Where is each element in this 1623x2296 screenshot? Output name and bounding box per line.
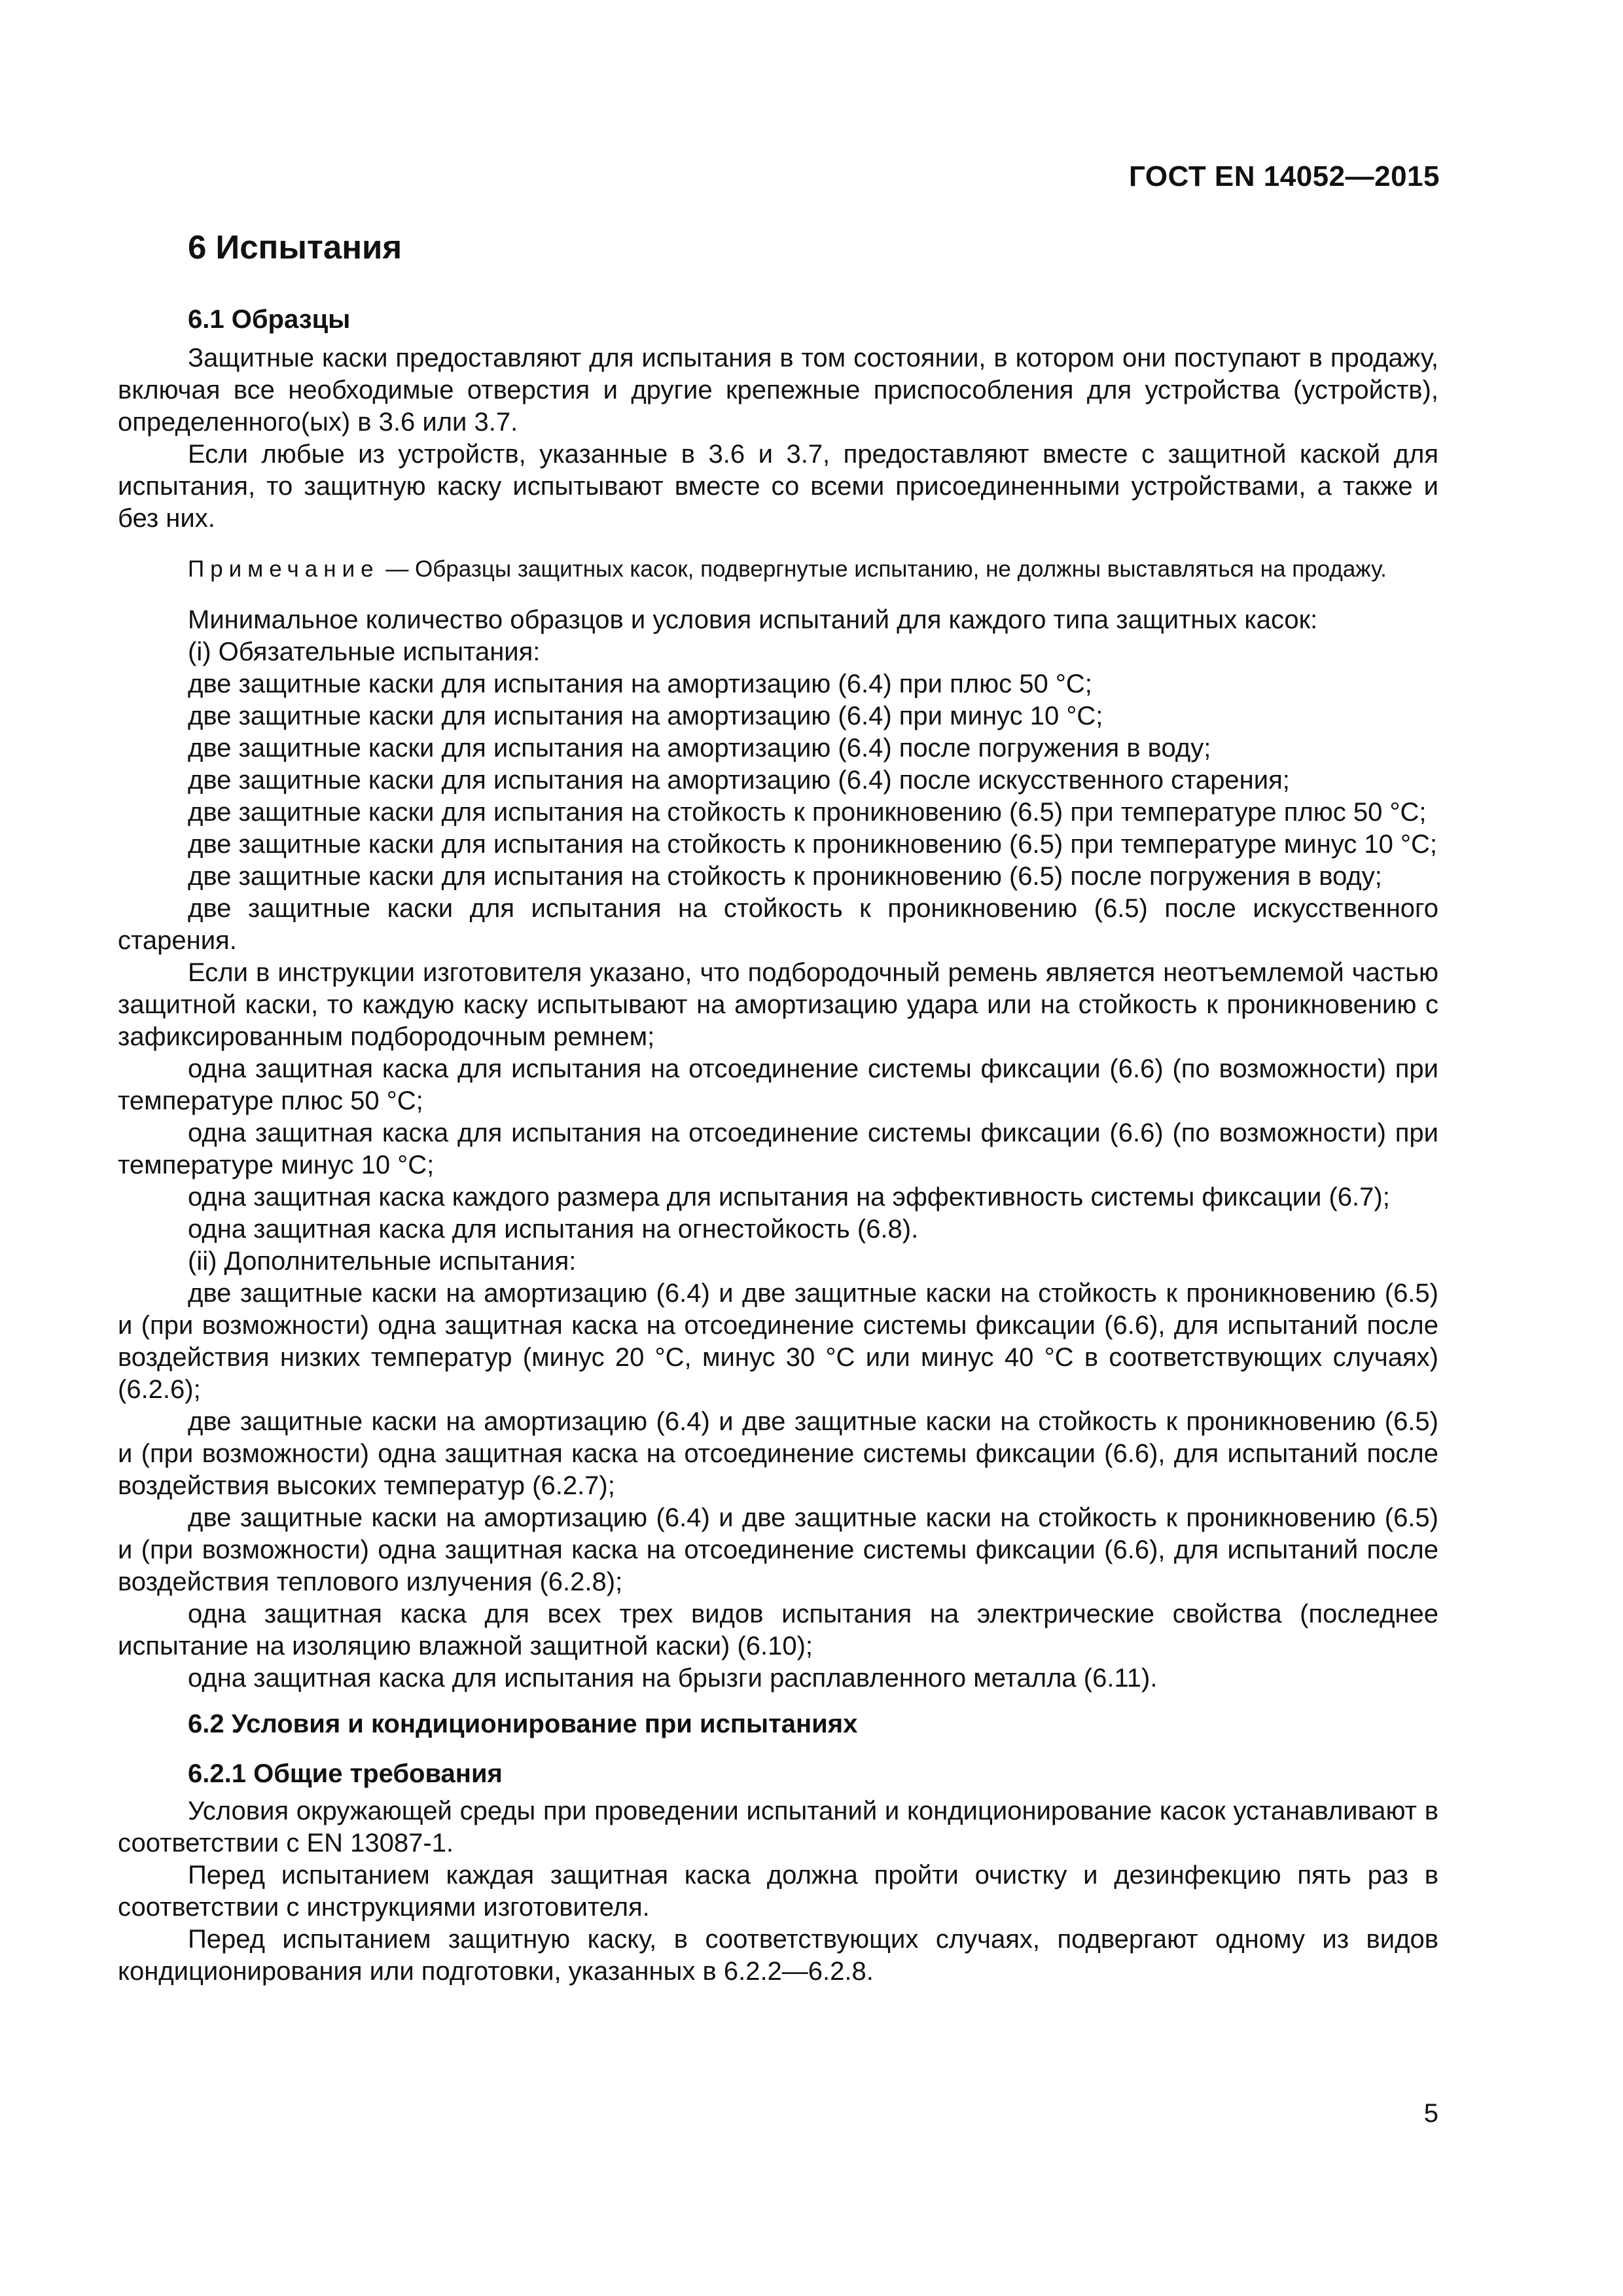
paragraph: Перед испытанием каждая защитная каска должна пройти очистку и дезинфекцию пять раз в соответствии с инструкциями изготовителя.	[118, 1861, 1438, 1922]
list-item: две защитные каски для испытания на стойкость к проникновению (6.5) при температуре минус 10 °C;	[188, 830, 1437, 859]
paragraph: Условия окружающей среды при проведении испытаний и кондиционирование касок устанавливают в соответствии с EN 13087-1.	[118, 1797, 1438, 1857]
note	[118, 554, 1438, 584]
list-item: две защитные каски на амортизацию (6.4) и две защитные каски на стойкость к проникновению (6.5) и (при возможности) одна защитная каска на отсоединение системы фиксации (6.6), для испытаний после воздействия теплового излучения (6.2.8);	[118, 1503, 1438, 1596]
list-item: (i) Обязательные испытания:	[188, 637, 541, 666]
list-item: одна защитная каска каждого размера для испытания на эффективность системы фиксации (6.7);	[188, 1183, 1390, 1211]
list-item: две защитные каски для испытания на стойкость к проникновению (6.5) при температуре плюс 50 °C;	[188, 798, 1427, 827]
paragraph: Перед испытанием защитную каску, в соответствующих случаях, подвергают одному из видов кондиционирования или подготовки, указанных в 6.2.2—6.2.8.	[118, 1925, 1438, 1986]
list-item: две защитные каски на амортизацию (6.4) и две защитные каски на стойкость к проникновению (6.5) и (при возможности) одна защитная каска на отсоединение системы фиксации (6.6), для испытаний после воздействия высоких температур (6.2.7);	[118, 1407, 1438, 1500]
section-6-2-heading: 6.2 Условия и кондиционирование при испытаниях	[188, 1710, 858, 1738]
list-item: две защитные каски для испытания на амортизацию (6.4) после искусственного старения;	[188, 766, 1290, 795]
list-item: две защитные каски для испытания на стойкость к проникновению (6.5) после погружения в воду;	[188, 862, 1382, 891]
section-6-2-1-heading: 6.2.1 Общие требования	[188, 1759, 503, 1788]
section-6-1-heading: 6.1 Образцы	[188, 305, 351, 334]
paragraph: Если любые из устройств, указанные в 3.6 и 3.7, предоставляют вместе с защитной каской для испытания, то защитную каску испытывают вместе со всеми присоединенными устройствами, а также и без них.	[118, 440, 1438, 533]
section-6-heading: 6 Испытания	[188, 228, 402, 266]
note-text: — Образцы защитных касок, подвергнутые испытанию, не должны выставляться на продажу.	[379, 556, 1387, 582]
paragraph: Защитные каски предоставляют для испытания в том состоянии, в котором они поступают в продажу, включая все необходимые отверстия и другие крепежные приспособления для устройства (устройств), определенного(ых) в 3.6 или 3.7.	[118, 344, 1438, 437]
page-content	[118, 226, 1438, 1988]
list-item: две защитные каски для испытания на стойкость к проникновению (6.5) после искусственного старения.	[118, 894, 1438, 955]
list-item: одна защитная каска для всех трех видов испытания на электрические свойства (последнее испытание на изоляцию влажной защитной каски) (6.10);	[118, 1600, 1438, 1660]
paragraph: Если в инструкции изготовителя указано, что подбородочный ремень является неотъемлемой частью защитной каски, то каждую каску испытывают на амортизацию удара или на стойкость к проникновению с зафиксированным подбородочным ремнем;	[118, 958, 1438, 1051]
list-item: одна защитная каска для испытания на огнестойкость (6.8).	[188, 1215, 919, 1244]
list-item: две защитные каски для испытания на амортизацию (6.4) после погружения в воду;	[188, 734, 1211, 762]
page-number: 5	[1423, 2099, 1438, 2128]
list-item: (ii) Дополнительные испытания:	[188, 1247, 577, 1276]
list-item: одна защитная каска для испытания на отсоединение системы фиксации (6.6) (по возможности) при температуре минус 10 °C;	[118, 1119, 1438, 1179]
document-code: ГОСТ EN 14052—2015	[1129, 160, 1440, 192]
note-label: Примечание	[188, 556, 380, 582]
paragraph: Минимальное количество образцов и условия испытаний для каждого типа защитных касок:	[188, 605, 1318, 634]
list-item: одна защитная каска для испытания на отсоединение системы фиксации (6.6) (по возможности) при температуре плюс 50 °C;	[118, 1054, 1438, 1115]
list-item: две защитные каски для испытания на амортизацию (6.4) при плюс 50 °C;	[188, 670, 1092, 698]
list-item: две защитные каски на амортизацию (6.4) и две защитные каски на стойкость к проникновению (6.5) и (при возможности) одна защитная каска на отсоединение системы фиксации (6.6), для испытаний после воздействия низких температур (минус 20 °C, минус 30 °C или минус 40 °C в соответствующих случаях) (6.2.6);	[118, 1279, 1438, 1404]
list-item: две защитные каски для испытания на амортизацию (6.4) при минус 10 °C;	[188, 702, 1103, 730]
list-item: одна защитная каска для испытания на брызги расплавленного металла (6.11).	[188, 1664, 1158, 1693]
